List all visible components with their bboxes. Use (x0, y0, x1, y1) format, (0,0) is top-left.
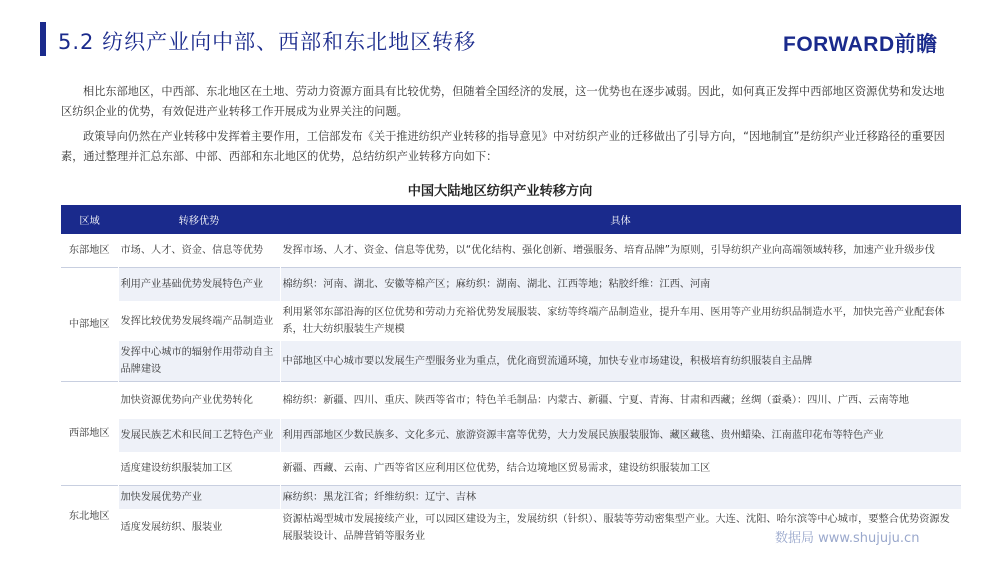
region-cell-northeast: 东北地区 (61, 486, 118, 547)
detail-cell: 棉纺织：新疆、四川、重庆、陕西等省市；特色羊毛制品：内蒙古、新疆、宁夏、青海、甘肃和西藏；丝绸（蚕桑）：四川、广西、云南等地 (280, 382, 961, 420)
logo-cn: 前瞻 (894, 32, 938, 56)
table-row (61, 234, 961, 268)
table-header-row (61, 205, 961, 234)
intro-paragraph-2: 政策导向仍然在产业转移中发挥着主要作用，工信部发布《关于推进纺织产业转移的指导意见》中对纺织产业的迁移做出了引导方向，“因地制宜”是纺织产业迁移路径的重要因素，通过整理并汇总东部、中部、西部和东北地区的优势，总结纺织产业转移方向如下： (61, 130, 945, 163)
header-region: 区域 (61, 205, 118, 234)
transfer-direction-table (61, 205, 961, 546)
advantage-cell: 发展民族艺术和民间工艺特色产业 (118, 419, 280, 452)
source-watermark: 数据局 www.shujuju.cn (775, 531, 920, 546)
table-row (61, 419, 961, 452)
advantage-cell: 加快发展优势产业 (118, 486, 280, 510)
advantage-cell: 发挥中心城市的辐射作用带动自主品牌建设 (118, 341, 280, 382)
table-row (61, 268, 961, 302)
page-title: 5.2 纺织产业向中部、西部和东北地区转移 (58, 30, 477, 54)
detail-cell: 利用紧邻东部沿海的区位优势和劳动力充裕优势发展服装、家纺等终端产品制造业，提升车用、医用等产业用纺织品制造水平，加快完善产业配套体系，壮大纺织服装生产规模 (280, 301, 961, 341)
advantage-cell: 发挥比较优势发展终端产品制造业 (118, 301, 280, 341)
forward-logo[interactable] (783, 28, 938, 58)
header-detail: 具体 (280, 205, 961, 234)
table-row (61, 382, 961, 420)
title-accent-bar (40, 22, 46, 56)
table-row (61, 486, 961, 510)
table-row (61, 341, 961, 382)
detail-cell: 棉纺织：河南、湖北、安徽等棉产区；麻纺织：湖南、湖北、江西等地；粘胶纤维：江西、河南 (280, 268, 961, 302)
detail-cell: 麻纺织：黑龙江省；纤维纺织：辽宁、吉林 (280, 486, 961, 510)
advantage-cell: 适度建设纺织服装加工区 (118, 452, 280, 486)
advantage-cell: 利用产业基础优势发展特色产业 (118, 268, 280, 302)
detail-cell: 利用西部地区少数民族多、文化多元、旅游资源丰富等优势，大力发展民族服装服饰、藏区藏毯、贵州蜡染、江南蓝印花布等特色产业 (280, 419, 961, 452)
table-row (61, 452, 961, 486)
logo-en: FORWARD (783, 33, 895, 56)
intro-paragraph-1: 相比东部地区，中西部、东北地区在土地、劳动力资源方面具有比较优势，但随着全国经济的发展，这一优势也在逐步减弱。因此，如何真正发挥中西部地区资源优势和发达地区纺织企业的优势，有效促进产业转移工作开展成为业界关注的问题。 (61, 85, 945, 118)
region-cell-east: 东部地区 (61, 234, 118, 268)
region-cell-central: 中部地区 (61, 268, 118, 382)
header-advantage: 转移优势 (118, 205, 280, 234)
advantage-cell: 市场、人才、资金、信息等优势 (118, 234, 280, 268)
region-cell-west: 西部地区 (61, 382, 118, 486)
detail-cell: 发挥市场、人才、资金、信息等优势，以“优化结构、强化创新、增强服务、培育品牌”为原则，引导纺织产业向高端领域转移，加速产业升级步伐 (280, 234, 961, 268)
detail-cell: 中部地区中心城市要以发展生产型服务业为重点，优化商贸流通环境，加快专业市场建设，积极培育纺织服装自主品牌 (280, 341, 961, 382)
detail-cell: 新疆、西藏、云南、广西等省区应利用区位优势，结合边境地区贸易需求，建设纺织服装加工区 (280, 452, 961, 486)
table-title: 中国大陆地区纺织产业转移方向 (407, 184, 593, 199)
table-row (61, 301, 961, 341)
advantage-cell: 适度发展纺织、服装业 (118, 509, 280, 546)
detail-cell: 资源枯竭型城市发展接续产业，可以园区建设为主，发展纺织（针织）、服装等劳动密集型产业。大连、沈阳、哈尔滨等中心城市，要整合优势资源发展服装设计、品牌营销等服务业 (280, 509, 961, 546)
advantage-cell: 加快资源优势向产业优势转化 (118, 382, 280, 420)
